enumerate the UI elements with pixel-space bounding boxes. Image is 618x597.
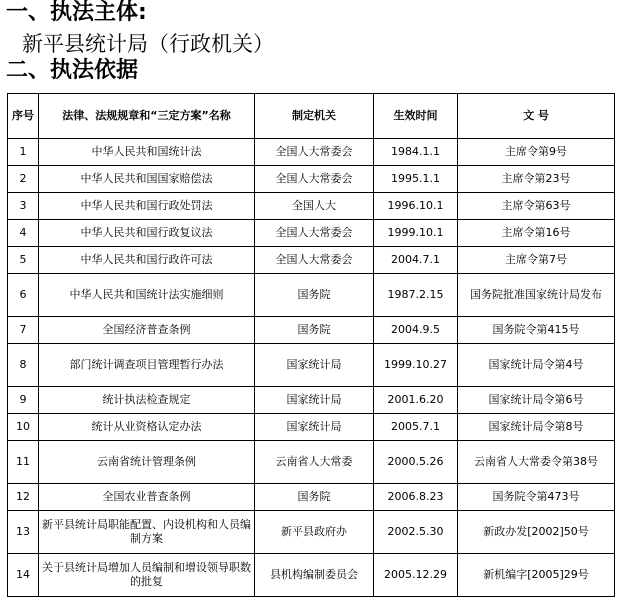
table-row [8,441,615,484]
cell-date: 2004.9.5 [374,317,458,344]
cell-doc: 主席令第7号 [458,247,615,274]
table-row [8,414,615,441]
section-heading-entity: 一、执法主体: [6,0,147,25]
table-row [8,274,615,317]
cell-no: 1 [8,139,39,166]
cell-doc: 主席令第9号 [458,139,615,166]
table-row [8,139,615,166]
cell-no: 14 [8,554,39,597]
cell-name: 中华人民共和国行政许可法 [39,247,255,274]
cell-org: 新平县政府办 [255,511,374,554]
cell-org: 全国人大常委会 [255,139,374,166]
cell-no: 4 [8,220,39,247]
table-row [8,220,615,247]
cell-name: 关于县统计局增加人员编制和增设领导职数的批复 [39,554,255,597]
cell-org: 国务院 [255,484,374,511]
cell-no: 7 [8,317,39,344]
cell-name: 全国经济普查条例 [39,317,255,344]
table-row [8,166,615,193]
cell-org: 国家统计局 [255,414,374,441]
cell-no: 12 [8,484,39,511]
cell-no: 6 [8,274,39,317]
header-date: 生效时间 [374,94,458,139]
cell-doc: 国务院令第415号 [458,317,615,344]
cell-org: 国家统计局 [255,387,374,414]
header-name: 法律、法规规章和“三定方案”名称 [39,94,255,139]
cell-org: 云南省人大常委 [255,441,374,484]
cell-no: 10 [8,414,39,441]
cell-doc: 新机编字[2005]29号 [458,554,615,597]
table-row [8,387,615,414]
cell-doc: 国家统计局令第8号 [458,414,615,441]
cell-name: 全国农业普查条例 [39,484,255,511]
cell-no: 3 [8,193,39,220]
cell-date: 1999.10.27 [374,344,458,387]
cell-name: 中华人民共和国行政复议法 [39,220,255,247]
table-row [8,317,615,344]
cell-no: 11 [8,441,39,484]
cell-doc: 国务院令第473号 [458,484,615,511]
cell-name: 中华人民共和国统计法 [39,139,255,166]
cell-date: 2005.7.1 [374,414,458,441]
table-row [8,344,615,387]
cell-date: 1984.1.1 [374,139,458,166]
cell-doc: 云南省人大常委令第38号 [458,441,615,484]
cell-no: 2 [8,166,39,193]
cell-doc: 主席令第16号 [458,220,615,247]
cell-no: 8 [8,344,39,387]
cell-doc: 主席令第23号 [458,166,615,193]
table-header-row [8,94,615,139]
law-table [7,93,615,597]
cell-name: 部门统计调查项目管理暂行办法 [39,344,255,387]
cell-name: 中华人民共和国行政处罚法 [39,193,255,220]
cell-name: 统计从业资格认定办法 [39,414,255,441]
cell-org: 全国人大常委会 [255,220,374,247]
cell-org: 全国人大常委会 [255,247,374,274]
cell-org: 全国人大 [255,193,374,220]
cell-no: 9 [8,387,39,414]
cell-doc: 国务院批准国家统计局发布 [458,274,615,317]
table-row [8,554,615,597]
cell-date: 1999.10.1 [374,220,458,247]
cell-date: 1987.2.15 [374,274,458,317]
cell-org: 全国人大常委会 [255,166,374,193]
section-heading-basis: 二、执法依据 [6,58,139,83]
table-row [8,511,615,554]
cell-doc: 国家统计局令第6号 [458,387,615,414]
header-doc: 文 号 [458,94,615,139]
cell-date: 2005.12.29 [374,554,458,597]
cell-name: 统计执法检查规定 [39,387,255,414]
cell-no: 13 [8,511,39,554]
entity-name: 新平县统计局（行政机关） [22,32,274,56]
cell-date: 2004.7.1 [374,247,458,274]
cell-name: 新平县统计局职能配置、内设机构和人员编制方案 [39,511,255,554]
table-row [8,193,615,220]
cell-org: 国务院 [255,317,374,344]
header-no: 序号 [8,94,39,139]
cell-date: 1996.10.1 [374,193,458,220]
cell-date: 2000.5.26 [374,441,458,484]
table-row [8,247,615,274]
cell-no: 5 [8,247,39,274]
cell-doc: 新政办发[2002]50号 [458,511,615,554]
cell-date: 2001.6.20 [374,387,458,414]
cell-name: 中华人民共和国国家赔偿法 [39,166,255,193]
cell-date: 2006.8.23 [374,484,458,511]
cell-date: 1995.1.1 [374,166,458,193]
cell-name: 中华人民共和国统计法实施细则 [39,274,255,317]
cell-name: 云南省统计管理条例 [39,441,255,484]
cell-org: 国家统计局 [255,344,374,387]
cell-doc: 主席令第63号 [458,193,615,220]
header-org: 制定机关 [255,94,374,139]
cell-org: 县机构编制委员会 [255,554,374,597]
cell-doc: 国家统计局令第4号 [458,344,615,387]
table-row [8,484,615,511]
cell-org: 国务院 [255,274,374,317]
cell-date: 2002.5.30 [374,511,458,554]
